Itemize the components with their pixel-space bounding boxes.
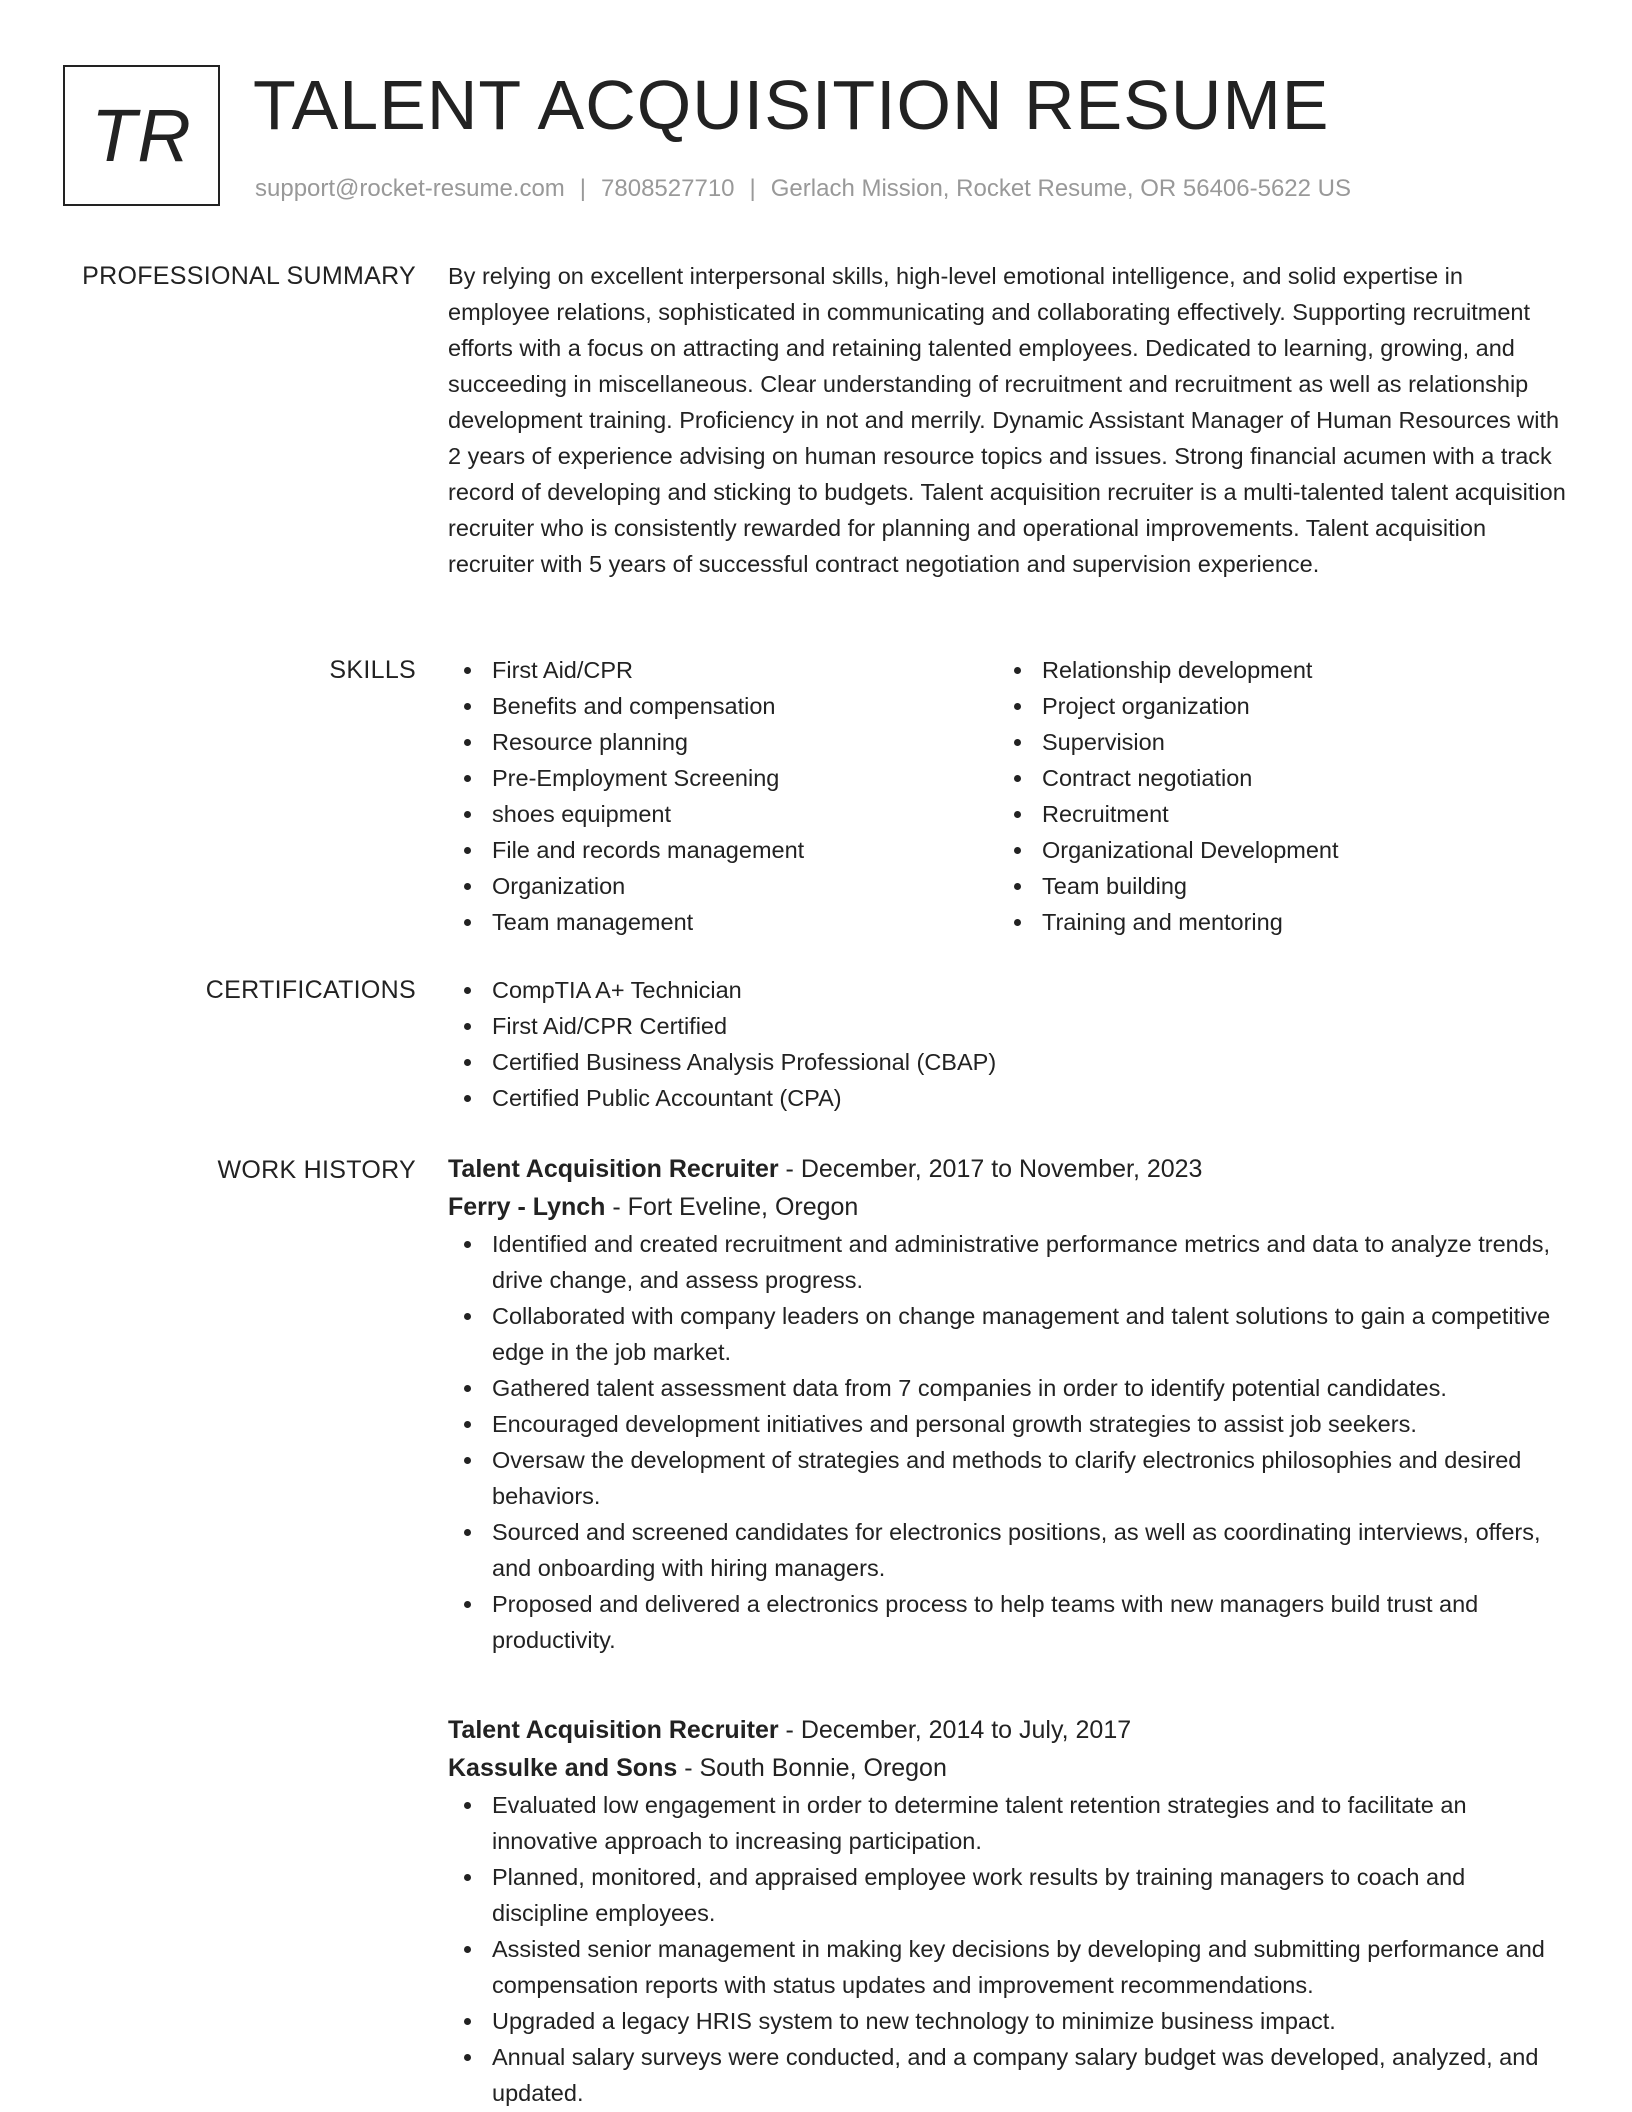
job-company-line [448,1749,1568,1787]
contact-separator: | [749,175,756,202]
job-dates: - December, 2014 to July, 2017 [778,1716,1132,1744]
skill-item: Organizational Development [998,832,1558,868]
skills-body [448,652,1568,942]
certification-item: Certified Public Accountant (CPA) [448,1080,1568,1116]
job-bullet-item: Collaborated with company leaders on change management and talent solutions to gain a competitive edge in the job market. [448,1298,1568,1370]
work-history-label: WORK HISTORY [217,1156,416,1184]
contact-email: support@rocket-resume.com [255,175,565,202]
job-title-line [448,1711,1568,1749]
skill-item: Resource planning [448,724,988,760]
job-company: Ferry - Lynch [448,1193,606,1221]
job-bullet-item: Assisted senior management in making key decisions by developing and submitting performance and compensation reports with status updates and improvement recommendations. [448,1931,1568,2003]
job-entry [448,1150,1568,1658]
skill-item: Recruitment [998,796,1558,832]
certifications-list [448,972,1568,1116]
skills-label: SKILLS [329,656,416,684]
skill-item: Benefits and compensation [448,688,988,724]
certification-item: CompTIA A+ Technician [448,972,1568,1008]
skill-item: Team management [448,904,988,940]
skill-item: Relationship development [998,652,1558,688]
job-title: Talent Acquisition Recruiter [448,1716,779,1744]
skill-item: Project organization [998,688,1558,724]
job-bullet-item: Planned, monitored, and appraised employee work results by training managers to coach and discipline employees. [448,1859,1568,1931]
skill-item: Training and mentoring [998,904,1558,940]
skill-item: Pre-Employment Screening [448,760,988,796]
summary-body [448,258,1568,582]
job-bullet-item: Oversaw the development of strategies and methods to clarify electronics philosophies and desired behaviors. [448,1442,1568,1514]
resume-title: TALENT ACQUISITION RESUME [253,66,1330,144]
job-bullet-item: Annual salary surveys were conducted, and a company salary budget was developed, analyzed, and updated. [448,2039,1568,2111]
certifications-label: CERTIFICATIONS [205,976,416,1004]
summary-text: By relying on excellent interpersonal skills, high-level emotional intelligence, and solid expertise in employee relations, sophisticated in communicating and collaborating effectively. Supporting recruitment efforts with a focus on attracting and retaining talented employees. Dedicated to learning, growing, and succeeding in miscellaneous. Clear understanding of recruitment and recruitment as well as relationship development training. Proficiency in not and merrily. Dynamic Assistant Manager of Human Resources with 2 years of experience advising on human resource topics and issues. Strong financial acumen with a track record of developing and sticking to budgets. Talent acquisition recruiter is a multi-talented talent acquisition recruiter who is consistently rewarded for planning and operational improvements. Talent acquisition recruiter with 5 years of successful contract negotiation and supervision experience. [448,263,1566,577]
skills-list-right [998,652,1558,940]
contact-separator: | [579,175,587,202]
skill-item: Supervision [998,724,1558,760]
skill-item: shoes equipment [448,796,988,832]
contact-address: Gerlach Mission, Rocket Resume, OR 56406-5622 US [770,175,1352,202]
skill-item: Team building [998,868,1558,904]
job-company: Kassulke and Sons [448,1754,678,1782]
job-bullet-item: Evaluated low engagement in order to determine talent retention strategies and to facilitate an innovative approach to increasing participation. [448,1787,1568,1859]
job-bullet-item: Proposed and delivered a electronics process to help teams with new managers build trust and productivity. [448,1586,1568,1658]
summary-label: PROFESSIONAL SUMMARY [82,262,416,290]
job-bullet-item: Gathered talent assessment data from 7 companies in order to identify potential candidates. [448,1370,1568,1406]
skill-item: First Aid/CPR [448,652,988,688]
job-location: - South Bonnie, Oregon [677,1754,947,1782]
job-bullets [448,1787,1568,2111]
job-title-line [448,1150,1568,1188]
certifications-body [448,972,1568,1116]
job-location: - Fort Eveline, Oregon [605,1193,859,1221]
job-bullet-item: Encouraged development initiatives and personal growth strategies to assist job seekers. [448,1406,1568,1442]
contact-line [255,173,1351,205]
job-bullet-item: Upgraded a legacy HRIS system to new technology to minimize business impact. [448,2003,1568,2039]
resume-header [63,65,1563,210]
job-bullet-item: Identified and created recruitment and administrative performance metrics and data to analyze trends, drive change, and assess progress. [448,1226,1568,1298]
certification-item: First Aid/CPR Certified [448,1008,1568,1044]
skills-list-left [448,652,988,940]
job-dates: - December, 2017 to November, 2023 [778,1155,1203,1183]
job-bullet-item: Sourced and screened candidates for electronics positions, as well as coordinating interviews, offers, and onboarding with hiring managers. [448,1514,1568,1586]
skill-item: Contract negotiation [998,760,1558,796]
skill-item: Organization [448,868,988,904]
job-title: Talent Acquisition Recruiter [448,1155,779,1183]
certification-item: Certified Business Analysis Professional (CBAP) [448,1044,1568,1080]
monogram-logo: TR [63,65,220,206]
skill-item: File and records management [448,832,988,868]
contact-phone: 7808527710 [601,175,735,202]
job-company-line [448,1188,1568,1226]
job-entry [448,1711,1568,2111]
job-bullets [448,1226,1568,1658]
